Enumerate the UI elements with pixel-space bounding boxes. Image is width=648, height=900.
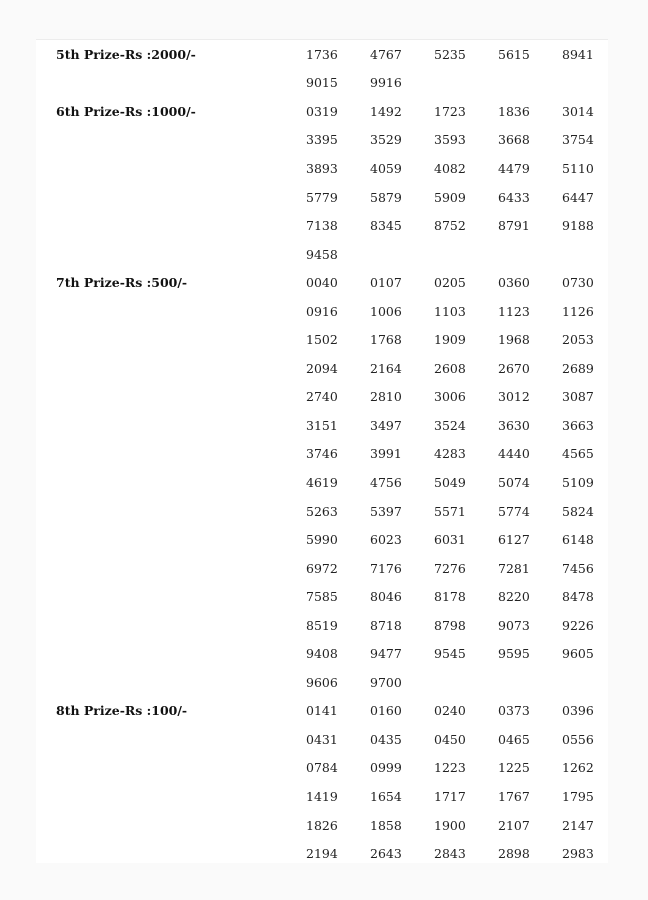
winning-number: 7456: [562, 560, 594, 576]
winning-number: 5263: [306, 503, 338, 519]
winning-number: 3593: [434, 132, 466, 148]
table-row: [36, 582, 608, 611]
winning-number: 6433: [498, 189, 530, 205]
winning-number: 5990: [306, 532, 338, 548]
prize-label-spacer: [36, 782, 306, 811]
winning-number: 2107: [498, 817, 530, 833]
winning-number: [562, 668, 608, 697]
winning-number: 2843: [434, 846, 466, 862]
winning-number: 8798: [434, 617, 466, 633]
table-row: [36, 154, 608, 183]
prize-label: 6th Prize-Rs :1000/-: [56, 103, 196, 119]
winning-number: 3893: [306, 160, 338, 176]
winning-number: 1723: [434, 103, 466, 119]
table-row: [36, 240, 608, 269]
winning-number: 8046: [370, 589, 402, 605]
winning-number: 2898: [498, 846, 530, 862]
winning-number: 3668: [498, 132, 530, 148]
winning-number: 4283: [434, 446, 466, 462]
winning-number: 3395: [306, 132, 338, 148]
winning-number: [562, 240, 608, 269]
winning-number: 1123: [498, 303, 530, 319]
winning-number: [498, 240, 562, 269]
winning-number: 3014: [562, 103, 594, 119]
prize-label-spacer: [36, 126, 306, 155]
winning-number: 4082: [434, 160, 466, 176]
prize-label-spacer: [36, 525, 306, 554]
winning-number: 2689: [562, 360, 594, 376]
winning-number: 0240: [434, 703, 466, 719]
table-row: [36, 183, 608, 212]
winning-number: 1795: [562, 788, 594, 804]
winning-number: 4756: [370, 474, 402, 490]
prize-label: 7th Prize-Rs :500/-: [56, 275, 188, 291]
winning-number: 8478: [562, 589, 594, 605]
table-row: [36, 611, 608, 640]
winning-number: 2094: [306, 360, 338, 376]
winning-number: 0040: [306, 275, 338, 291]
winning-number: 6127: [498, 532, 530, 548]
table-row: [36, 97, 608, 126]
prize-label-spacer: [36, 611, 306, 640]
winning-number: 2740: [306, 389, 338, 405]
prize-label: 5th Prize-Rs :2000/-: [56, 46, 196, 62]
winning-number: 5235: [434, 46, 466, 62]
winning-number: 5571: [434, 503, 466, 519]
winning-number: 2194: [306, 846, 338, 862]
winning-number: 1736: [306, 46, 338, 62]
prize-label-spacer: [36, 754, 306, 783]
winning-number: 9605: [562, 646, 594, 662]
results-page: [36, 39, 608, 863]
winning-number: 1126: [562, 303, 594, 319]
winning-number: 0205: [434, 275, 466, 291]
prize-label-spacer: [36, 297, 306, 326]
winning-number: 3529: [370, 132, 402, 148]
winning-number: 0373: [498, 703, 530, 719]
table-row: [36, 782, 608, 811]
winning-number: 0396: [562, 703, 594, 719]
prize-label-spacer: [36, 325, 306, 354]
table-row: [36, 354, 608, 383]
winning-number: 0450: [434, 731, 466, 747]
winning-number: 3087: [562, 389, 594, 405]
winning-number: 0107: [370, 275, 402, 291]
winning-number: 8941: [562, 46, 594, 62]
winning-number: 1492: [370, 103, 402, 119]
table-row: [36, 411, 608, 440]
winning-number: 9015: [306, 75, 338, 91]
winning-number: 4059: [370, 160, 402, 176]
prize-label-spacer: [36, 639, 306, 668]
winning-number: 0431: [306, 731, 338, 747]
winning-number: 1419: [306, 788, 338, 804]
winning-number: 1225: [498, 760, 530, 776]
winning-number: 9408: [306, 646, 338, 662]
table-row: [36, 211, 608, 240]
winning-number: 1262: [562, 760, 594, 776]
winning-number: 4619: [306, 474, 338, 490]
table-row: [36, 468, 608, 497]
winning-number: 5824: [562, 503, 594, 519]
winning-number: 1717: [434, 788, 466, 804]
winning-number: 0435: [370, 731, 402, 747]
table-row: [36, 69, 608, 98]
winning-number: 3663: [562, 417, 594, 433]
winning-number: 6447: [562, 189, 594, 205]
winning-number: 4767: [370, 46, 402, 62]
winning-number: 2810: [370, 389, 402, 405]
winning-number: 1767: [498, 788, 530, 804]
winning-number: 3006: [434, 389, 466, 405]
winning-number: 9606: [306, 674, 338, 690]
winning-number: 9545: [434, 646, 466, 662]
winning-number: 8178: [434, 589, 466, 605]
winning-number: 1006: [370, 303, 402, 319]
winning-number: 7281: [498, 560, 530, 576]
winning-number: [562, 69, 608, 98]
table-row: [36, 754, 608, 783]
prize-label-spacer: [36, 411, 306, 440]
winning-number: 3012: [498, 389, 530, 405]
winning-number: 6023: [370, 532, 402, 548]
winning-number: 8220: [498, 589, 530, 605]
winning-number: 2983: [562, 846, 594, 862]
prize-label-spacer: [36, 497, 306, 526]
winning-number: 8345: [370, 218, 402, 234]
table-row: [36, 668, 608, 697]
winning-number: 1223: [434, 760, 466, 776]
winning-number: 6972: [306, 560, 338, 576]
winning-number: 0141: [306, 703, 338, 719]
winning-number: 1768: [370, 332, 402, 348]
winning-number: 0360: [498, 275, 530, 291]
winning-number: 2164: [370, 360, 402, 376]
winning-number: 9188: [562, 218, 594, 234]
winning-number: 3497: [370, 417, 402, 433]
winning-number: 3524: [434, 417, 466, 433]
winning-number: 5779: [306, 189, 338, 205]
winning-number: 2670: [498, 360, 530, 376]
table-row: [36, 525, 608, 554]
winning-number: 2053: [562, 332, 594, 348]
prize-label-spacer: [36, 240, 306, 269]
winning-number: 7276: [434, 560, 466, 576]
prize-label-spacer: [36, 468, 306, 497]
winning-number: 3746: [306, 446, 338, 462]
prize-label-spacer: [36, 211, 306, 240]
winning-number: 9595: [498, 646, 530, 662]
prize-label: 8th Prize-Rs :100/-: [56, 703, 188, 719]
prize-label-spacer: [36, 582, 306, 611]
winning-number: 5397: [370, 503, 402, 519]
table-row: [36, 325, 608, 354]
winning-number: [434, 69, 498, 98]
table-row: [36, 839, 608, 868]
table-row: [36, 440, 608, 469]
winning-number: 5909: [434, 189, 466, 205]
winning-number: [498, 69, 562, 98]
winning-number: 5074: [498, 474, 530, 490]
winning-number: 9458: [306, 246, 338, 262]
prize-label-spacer: [36, 383, 306, 412]
winning-number: 8791: [498, 218, 530, 234]
winning-number: 4440: [498, 446, 530, 462]
winning-number: 8519: [306, 617, 338, 633]
winning-number: 4479: [498, 160, 530, 176]
table-row: [36, 268, 608, 297]
winning-number: 0160: [370, 703, 402, 719]
winning-number: 5049: [434, 474, 466, 490]
winning-number: 1968: [498, 332, 530, 348]
winning-number: 4565: [562, 446, 594, 462]
table-row: [36, 639, 608, 668]
winning-number: 6031: [434, 532, 466, 548]
winning-number: 3991: [370, 446, 402, 462]
winning-number: 5879: [370, 189, 402, 205]
prize-label-spacer: [36, 725, 306, 754]
winning-number: 5109: [562, 474, 594, 490]
table-row: [36, 383, 608, 412]
winning-number: [434, 668, 498, 697]
winning-number: 7176: [370, 560, 402, 576]
table-row: [36, 725, 608, 754]
winning-number: 9477: [370, 646, 402, 662]
prize-label-spacer: [36, 668, 306, 697]
table-row: [36, 697, 608, 726]
winning-number: 1836: [498, 103, 530, 119]
prize-label-spacer: [36, 839, 306, 868]
results-body: [36, 40, 608, 868]
winning-number: [434, 240, 498, 269]
prize-label-spacer: [36, 354, 306, 383]
table-row: [36, 811, 608, 840]
winning-number: 9073: [498, 617, 530, 633]
prize-label-spacer: [36, 183, 306, 212]
winning-number: 1826: [306, 817, 338, 833]
winning-number: 2643: [370, 846, 402, 862]
winning-number: 8718: [370, 617, 402, 633]
winning-number: 0999: [370, 760, 402, 776]
winning-number: 0916: [306, 303, 338, 319]
winning-number: 5774: [498, 503, 530, 519]
prize-label-spacer: [36, 440, 306, 469]
winning-number: 1858: [370, 817, 402, 833]
prize-label-spacer: [36, 69, 306, 98]
prize-label-spacer: [36, 154, 306, 183]
winning-number: [498, 668, 562, 697]
winning-number: 1909: [434, 332, 466, 348]
winning-number: 0465: [498, 731, 530, 747]
winning-number: 8752: [434, 218, 466, 234]
winning-number: 1103: [434, 303, 466, 319]
winning-number: 9916: [370, 75, 402, 91]
winning-number: [370, 240, 434, 269]
winning-number: 2147: [562, 817, 594, 833]
prize-label-spacer: [36, 811, 306, 840]
winning-number: 6148: [562, 532, 594, 548]
prize-label-spacer: [36, 554, 306, 583]
winning-number: 7138: [306, 218, 338, 234]
winning-number: 3754: [562, 132, 594, 148]
winning-number: 5110: [562, 160, 594, 176]
winning-number: 5615: [498, 46, 530, 62]
winning-number: 9226: [562, 617, 594, 633]
winning-number: 1654: [370, 788, 402, 804]
winning-number: 1502: [306, 332, 338, 348]
table-row: [36, 554, 608, 583]
prize-results-table: [36, 40, 608, 868]
winning-number: 3630: [498, 417, 530, 433]
table-row: [36, 40, 608, 69]
winning-number: 0556: [562, 731, 594, 747]
table-row: [36, 126, 608, 155]
winning-number: 2608: [434, 360, 466, 376]
winning-number: 0319: [306, 103, 338, 119]
winning-number: 0784: [306, 760, 338, 776]
winning-number: 7585: [306, 589, 338, 605]
table-row: [36, 297, 608, 326]
winning-number: 3151: [306, 417, 338, 433]
table-row: [36, 497, 608, 526]
winning-number: 0730: [562, 275, 594, 291]
winning-number: 1900: [434, 817, 466, 833]
winning-number: 9700: [370, 674, 402, 690]
